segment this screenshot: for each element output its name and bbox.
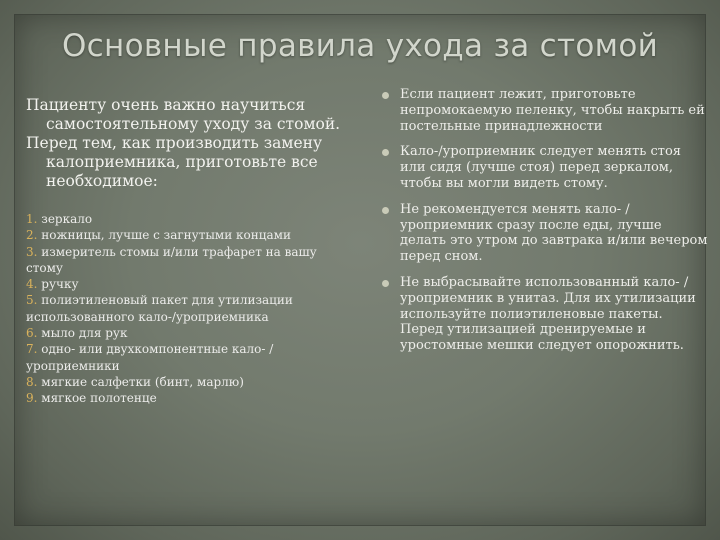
slide-title: Основные правила ухода за стомой xyxy=(61,28,659,64)
bullet-dot-icon xyxy=(382,92,389,99)
bullet-text: Не рекомендуется менять кало- /уроприемник сразу после еды, лучше делать это утром до завтрака и/или вечером перед сном. xyxy=(400,201,708,265)
list-item xyxy=(26,244,344,277)
list-item-text: мыло для рук xyxy=(37,326,128,341)
bullet-dot-icon xyxy=(382,280,389,287)
list-item-text: ножницы, лучше с загнутыми концами xyxy=(37,228,291,243)
list-item xyxy=(26,390,344,406)
list-item xyxy=(26,211,344,227)
list-item xyxy=(26,341,344,374)
bullet-item xyxy=(378,144,708,191)
list-item-number: 9. xyxy=(26,391,38,406)
list-item-number: 5. xyxy=(26,293,38,308)
bullet-text: Не выбрасывайте использованный кало- /уроприемник в унитаз. Для их утилизации используйте полиэтиленовые пакеты. Перед утилизацией дренируемые и уростомные мешки следует опорожнить. xyxy=(400,274,696,354)
list-item-text: зеркало xyxy=(37,212,93,226)
bullet-item xyxy=(378,87,708,134)
list-item-text: одно- или двухкомпонентные кало- /уроприемники xyxy=(26,342,274,373)
prep-paragraph: Перед тем, как производить замену калоприемника, приготовьте все необходимое: xyxy=(26,134,323,190)
list-item xyxy=(26,292,344,325)
list-item-number: 3. xyxy=(26,244,38,259)
list-item-number: 4. xyxy=(26,277,38,292)
bullet-item xyxy=(378,202,708,265)
supplies-list xyxy=(26,211,344,407)
list-item-text: измеритель стомы и/или трафарет на вашу стому xyxy=(26,244,317,275)
bullet-text: Кало-/уроприемник следует менять стоя или сидя (лучше стоя) перед зеркалом, чтобы вы могли видеть стому. xyxy=(400,144,681,191)
list-item xyxy=(26,276,344,292)
list-item-text: полиэтиленовый пакет для утилизации использованного кало-/уроприемника xyxy=(26,293,293,324)
list-item-text: ручку xyxy=(37,277,79,292)
bullet-dot-icon xyxy=(382,207,389,214)
list-item-number: 6. xyxy=(26,326,38,341)
list-item xyxy=(26,227,344,243)
list-item-text: мягкие салфетки (бинт, марлю) xyxy=(37,374,244,389)
bullet-text: Если пациент лежит, приготовьте непромокаемую пеленку, чтобы накрыть ей постельные принадлежности xyxy=(400,87,705,134)
list-item-text: мягкое полотенце xyxy=(37,391,157,406)
intro-paragraph: Пациенту очень важно научиться самостоятельному уходу за стомой. xyxy=(26,96,341,133)
left-column xyxy=(26,96,344,407)
list-item xyxy=(26,374,344,390)
bullet-item xyxy=(378,275,708,354)
right-column xyxy=(378,87,708,364)
list-item-number: 7. xyxy=(26,342,38,357)
list-item xyxy=(26,325,344,341)
list-item-number: 2. xyxy=(26,228,38,243)
list-item-number: 8. xyxy=(26,374,38,389)
list-item-number: 1. xyxy=(26,212,38,226)
bullet-dot-icon xyxy=(382,149,389,156)
